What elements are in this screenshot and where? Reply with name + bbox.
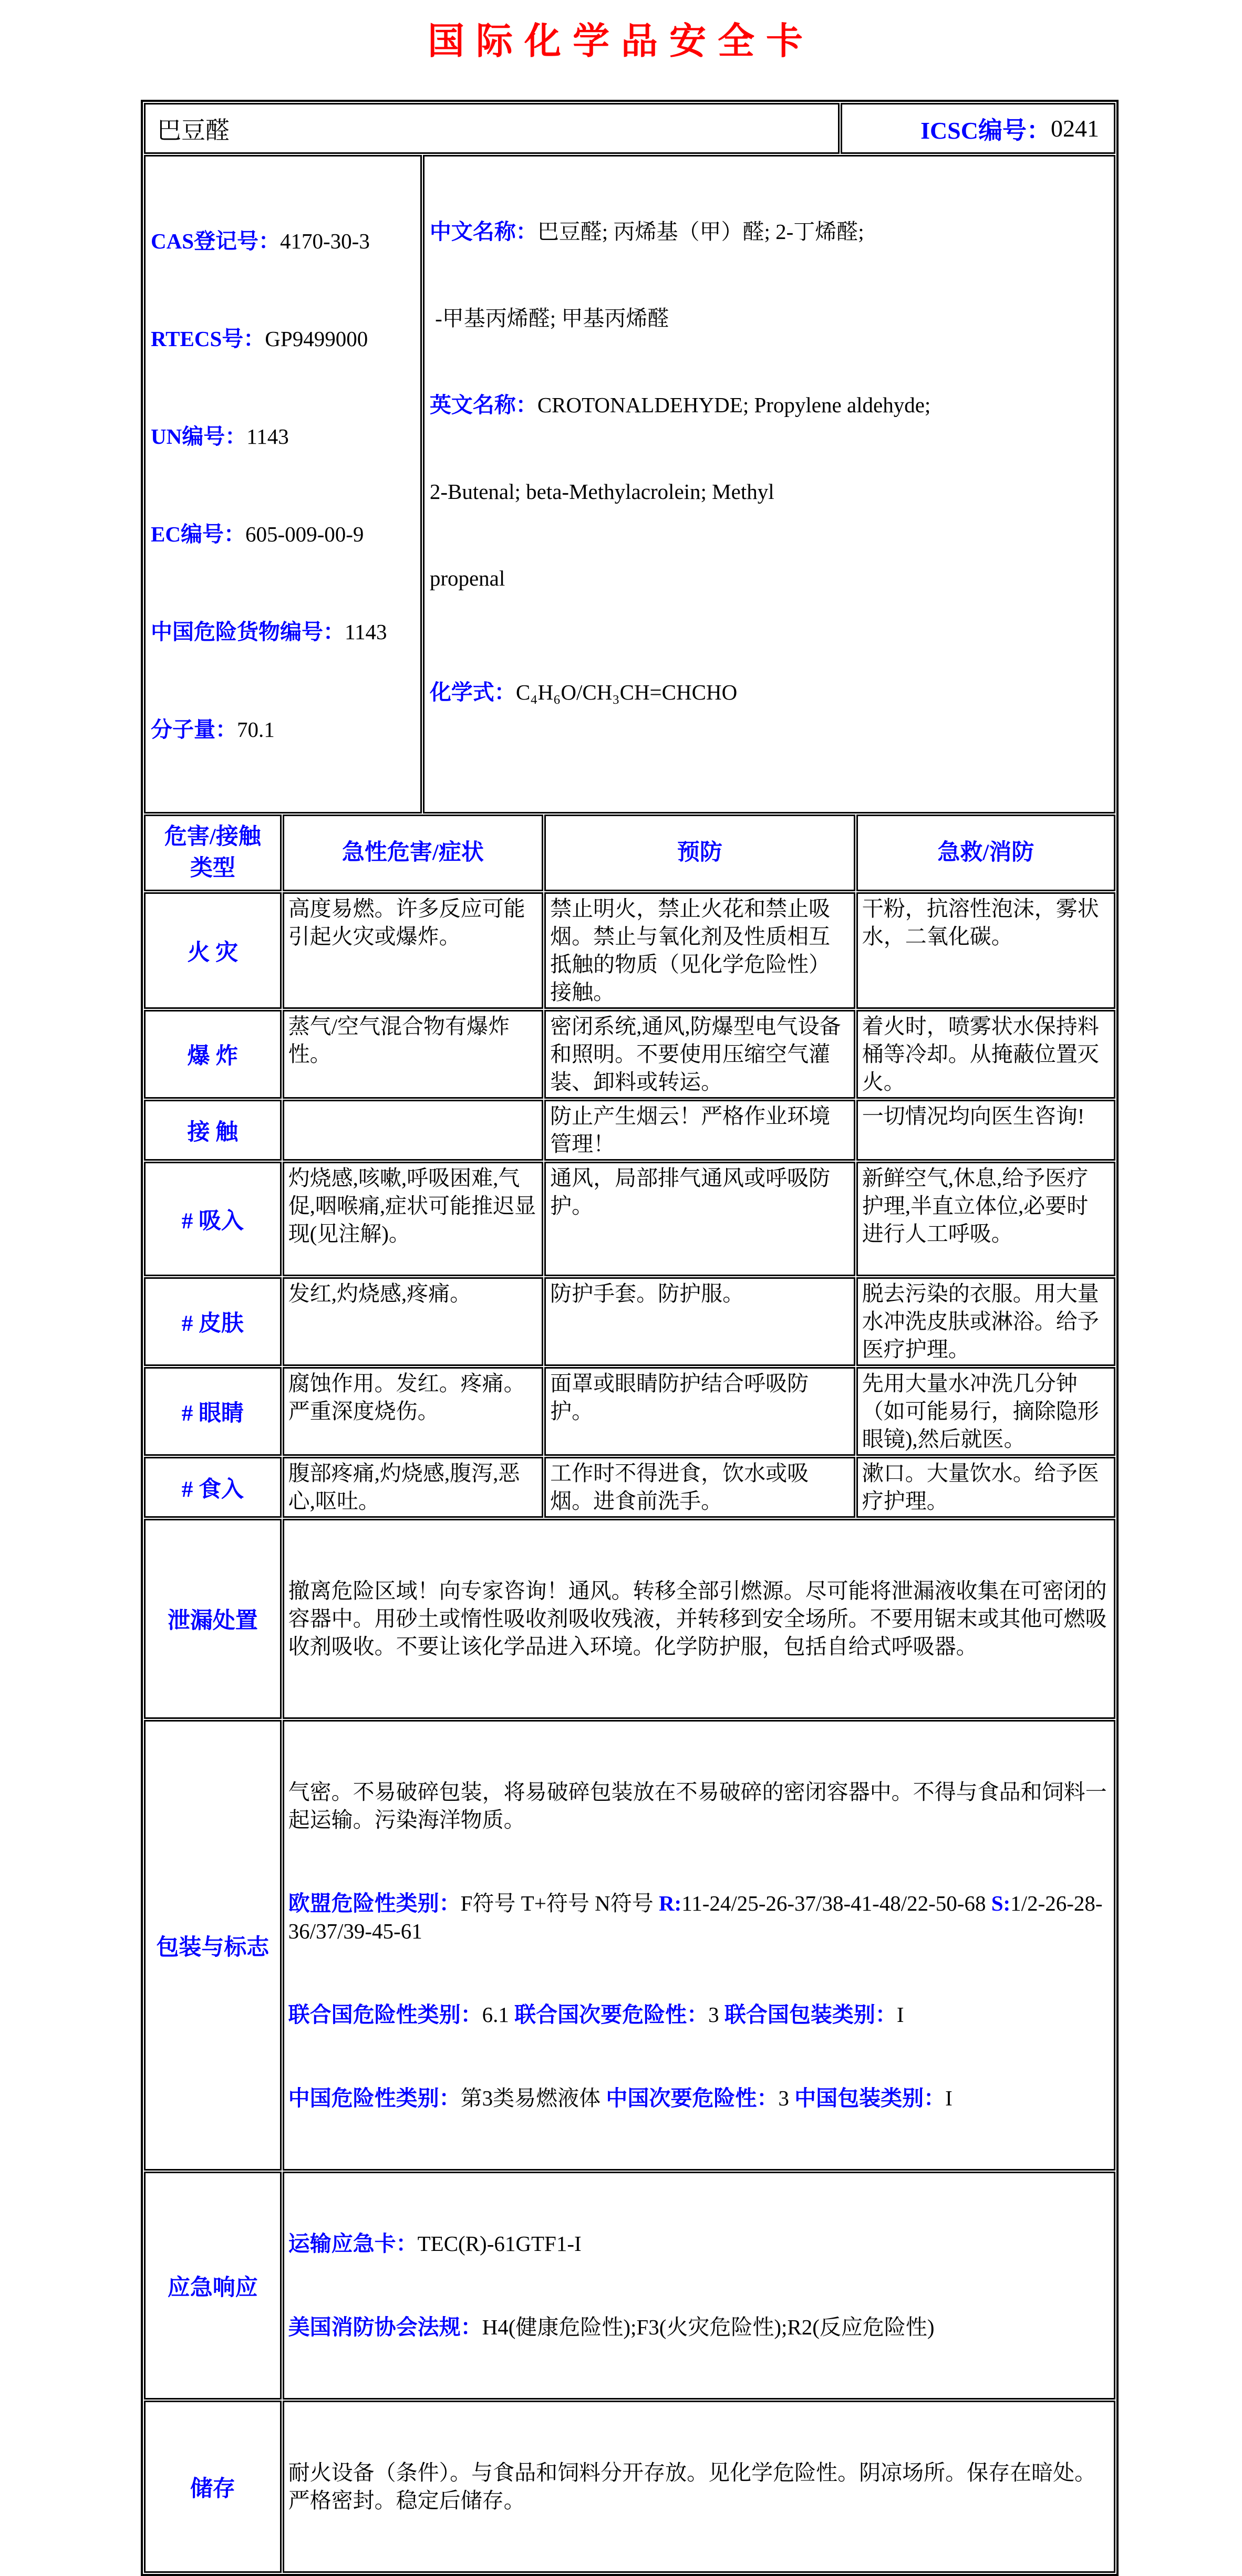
- header-prevention: 预防: [544, 815, 855, 891]
- emergency-label: 应急响应: [144, 2172, 282, 2400]
- eyes-label: # 眼睛: [144, 1367, 282, 1456]
- packaging-un-classification: 联合国危险性类别：6.1 联合国次要危险性：3 联合国包装类别：I: [288, 2003, 904, 2027]
- hazard-row-exposure: [144, 1100, 1115, 1161]
- emergency-nfpa-code: 美国消防协会法规：H4(健康危险性);F3(火灾危险性);R2(反应危险性): [288, 2315, 935, 2339]
- packaging-content: [283, 1720, 1115, 2171]
- fire-symptoms: 高度易燃。许多反应可能引起火灾或爆炸。: [283, 892, 543, 1009]
- spill-content: [283, 1519, 1115, 1719]
- identification-row: [144, 155, 1115, 814]
- hazard-row-fire: [144, 892, 1115, 1009]
- header-hazard-type: 危害/接触 类型: [144, 815, 282, 891]
- inhalation-response: 新鲜空气,休息,给予医疗护理,半直立体位,必要时进行人工呼吸。: [856, 1162, 1115, 1276]
- ingestion-response: 漱口。大量饮水。给予医疗护理。: [856, 1457, 1115, 1518]
- identifier-line-ec: EC编号：605-009-00-9: [151, 522, 364, 546]
- english-name-line2: 2-Butenal; beta-Methylacrolein; Methyl: [429, 479, 774, 504]
- emergency-content: [283, 2172, 1115, 2400]
- formula-line: 化学式：C₄H₆O/CH₃CH=CHCHO: [429, 680, 738, 704]
- page-title: 国际化学品安全卡: [428, 19, 814, 62]
- emergency-transport-card: 运输应急卡：TEC(R)-61GTF1-I: [288, 2231, 582, 2256]
- inhalation-symptoms: 灼烧感,咳嗽,呼吸困难,气促,咽喉痛,症状可能推迟显现(见注解)。: [283, 1162, 543, 1276]
- ingestion-label: # 食入: [144, 1457, 282, 1518]
- section-row-storage: [144, 2401, 1115, 2573]
- skin-prevention: 防护手套。防护服。: [544, 1277, 855, 1366]
- fire-prevention: 禁止明火，禁止火花和禁止吸烟。禁止与氧化剂及性质相互抵触的物质（见化学危险性）接触。: [544, 892, 855, 1009]
- exposure-symptoms: [283, 1100, 543, 1161]
- skin-symptoms: 发红,灼烧感,疼痛。: [283, 1277, 543, 1366]
- fire-response: 干粉，抗溶性泡沫，雾状水，二氧化碳。: [856, 892, 1115, 1009]
- identifier-line-un: UN编号：1143: [151, 424, 289, 449]
- fire-label: 火 灾: [144, 892, 282, 1009]
- inhalation-prevention: 通风，局部排气通风或呼吸防护。: [544, 1162, 855, 1276]
- skin-label: # 皮肤: [144, 1277, 282, 1366]
- chinese-name-line1: 中文名称：巴豆醛; 丙烯基（甲）醛; 2-丁烯醛;: [429, 220, 864, 244]
- packaging-label: 包装与标志: [144, 1720, 282, 2171]
- header-acute-hazards: 急性危害/症状: [283, 815, 543, 891]
- explosion-label: 爆 炸: [144, 1010, 282, 1099]
- identifiers-cell: [144, 155, 422, 814]
- section-row-packaging: [144, 1720, 1115, 2171]
- eyes-response: 先用大量水冲洗几分钟（如可能易行，摘除隐形眼镜),然后就医。: [856, 1367, 1115, 1456]
- header-first-aid: 急救/消防: [856, 815, 1115, 891]
- eyes-symptoms: 腐蚀作用。发红。疼痛。严重深度烧伤。: [283, 1367, 543, 1456]
- names-cell: [423, 155, 1115, 814]
- substance-header-row: [144, 103, 1115, 154]
- exposure-label: 接 触: [144, 1100, 282, 1161]
- hazard-row-ingestion: [144, 1457, 1115, 1518]
- spill-label: 泄漏处置: [144, 1519, 282, 1719]
- identifier-line-china-dg: 中国危险货物编号：1143: [151, 620, 387, 644]
- spill-text: 撤离危险区域！向专家咨询！通风。转移全部引燃源。尽可能将泄漏液收集在可密闭的容器中。用砂土或惰性吸收剂吸收残液，并转移到安全场所。不要用锯末或其他可燃吸收剂吸收。不要让该化学品进入环境。化学防护服，包括自给式呼吸器。: [288, 1579, 1107, 1659]
- exposure-response: 一切情况均向医生咨询!: [856, 1100, 1115, 1161]
- storage-text: 耐火设备（条件）。与食品和饲料分开存放。见化学危险性。阴凉场所。保存在暗处。严格密封。稳定后储存。: [288, 2460, 1096, 2512]
- explosion-response: 着火时，喷雾状水保持料桶等冷却。从掩蔽位置灭火。: [856, 1010, 1115, 1099]
- ingestion-symptoms: 腹部疼痛,灼烧感,腹泻,恶心,呕吐。: [283, 1457, 543, 1518]
- english-name-line1: 英文名称：CROTONALDEHYDE; Propylene aldehyde;: [429, 393, 931, 417]
- packaging-general-text: 气密。不易破碎包装，将易破碎包装放在不易破碎的密闭容器中。不得与食品和饲料一起运输。污染海洋物质。: [288, 1780, 1107, 1832]
- identifier-line-molweight: 分子量：70.1: [151, 717, 275, 742]
- storage-content: [283, 2401, 1115, 2573]
- english-name-line3: propenal: [429, 566, 505, 590]
- eyes-prevention: 面罩或眼睛防护结合呼吸防护。: [544, 1367, 855, 1456]
- identifier-line-rtecs: RTECS号：GP9499000: [151, 327, 368, 351]
- section-row-emergency: [144, 2172, 1115, 2400]
- hazard-row-eyes: [144, 1367, 1115, 1456]
- skin-response: 脱去污染的衣服。用大量水冲洗皮肤或淋浴。给予医疗护理。: [856, 1277, 1115, 1366]
- storage-label: 储存: [144, 2401, 282, 2573]
- hazard-row-inhalation: [144, 1162, 1115, 1276]
- explosion-symptoms: 蒸气/空气混合物有爆炸性。: [283, 1010, 543, 1099]
- icsc-number-cell: [841, 103, 1115, 154]
- explosion-prevention: 密闭系统,通风,防爆型电气设备和照明。不要使用压缩空气灌装、卸料或转运。: [544, 1010, 855, 1099]
- section-row-spill: [144, 1519, 1115, 1719]
- substance-name: [144, 103, 840, 154]
- icsc-label: ICSC编号：: [920, 117, 1051, 144]
- hazard-row-explosion: [144, 1010, 1115, 1099]
- icsc-number: 0241: [1051, 115, 1099, 142]
- identifier-line-cas: CAS登记号：4170-30-3: [151, 229, 370, 253]
- hazard-header-row: [144, 815, 1115, 891]
- inhalation-label: # 吸入: [144, 1162, 282, 1276]
- ingestion-prevention: 工作时不得进食，饮水或吸烟。进食前洗手。: [544, 1457, 855, 1518]
- substance-name-text: 巴豆醛: [157, 117, 230, 144]
- hazard-row-skin: [144, 1277, 1115, 1366]
- packaging-eu-classification: 欧盟危险性类别：F符号 T+符号 N符号 R:11-24/25-26-37/38-41-48/22-50-68 S:1/2-26-28-36/37/39-45-61: [288, 1891, 1103, 1943]
- chinese-name-line2: -甲基丙烯醛; 甲基丙烯醛: [429, 306, 669, 330]
- packaging-china-classification: 中国危险性类别：第3类易燃液体 中国次要危险性：3 中国包装类别：I: [288, 2086, 953, 2110]
- exposure-prevention: 防止产生烟云！严格作业环境管理！: [544, 1100, 855, 1161]
- safety-card-table: [141, 100, 1119, 2576]
